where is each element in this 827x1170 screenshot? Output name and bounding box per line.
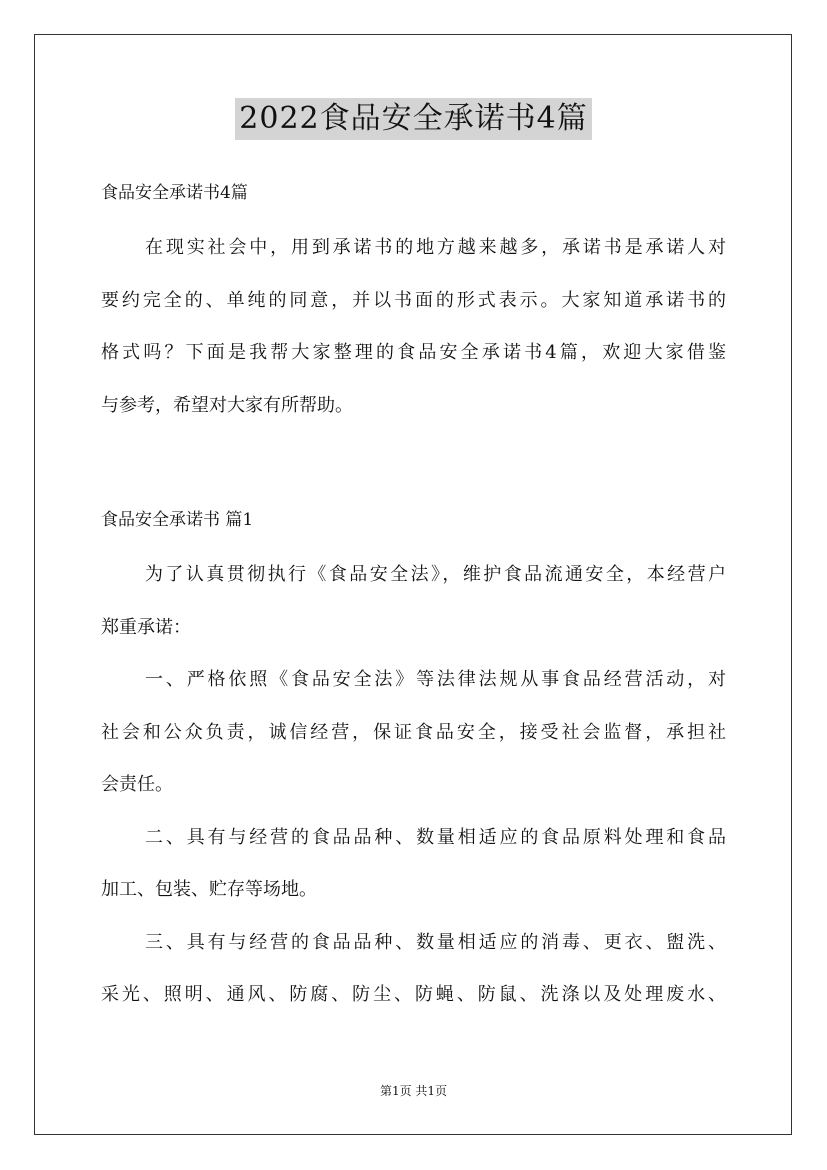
document-title-wrapper (0, 98, 827, 140)
intro-paragraph (101, 231, 726, 441)
body-line: 为了认真贯彻执行《食品安全法》，维护食品流通安全，本经营户 (145, 564, 726, 585)
pledge-body (101, 558, 726, 1031)
body-line: 二、具有与经营的食品品种、数量相适应的食品原料处理和食品 (145, 826, 726, 848)
body-line: 加工、包装、贮存等场地。 (101, 879, 317, 900)
intro-line: 与参考，希望对大家有所帮助。 (101, 394, 353, 416)
body-line: 三、具有与经营的食品品种、数量相适应的消毒、更衣、盥洗、 (145, 931, 726, 953)
body-line: 社会和公众负责，诚信经营，保证食品安全，接受社会监督，承担社 (101, 721, 726, 743)
intro-line: 要约完全的、单纯的同意，并以书面的形式表示。大家知道承诺书的 (101, 289, 726, 311)
intro-line: 在现实社会中，用到承诺书的地方越来越多，承诺书是承诺人对 (145, 237, 726, 258)
intro-line: 格式吗？下面是我帮大家整理的食品安全承诺书4篇，欢迎大家借鉴 (101, 342, 726, 363)
body-line: 一、严格依照《食品安全法》等法律法规从事食品经营活动，对 (145, 669, 726, 690)
document-title: 2022食品安全承诺书4篇 (235, 98, 591, 140)
page-footer: 第1页 共1页 (379, 1084, 448, 1098)
body-line: 采光、照明、通风、防腐、防尘、防蝇、防鼠、洗涤以及处理废水、 (101, 984, 726, 1005)
section-heading: 食品安全承诺书 篇1 (101, 510, 254, 530)
body-line: 会责任。 (101, 774, 173, 795)
document-subtitle: 食品安全承诺书4篇 (101, 183, 248, 203)
body-line: 郑重承诺： (101, 616, 191, 638)
